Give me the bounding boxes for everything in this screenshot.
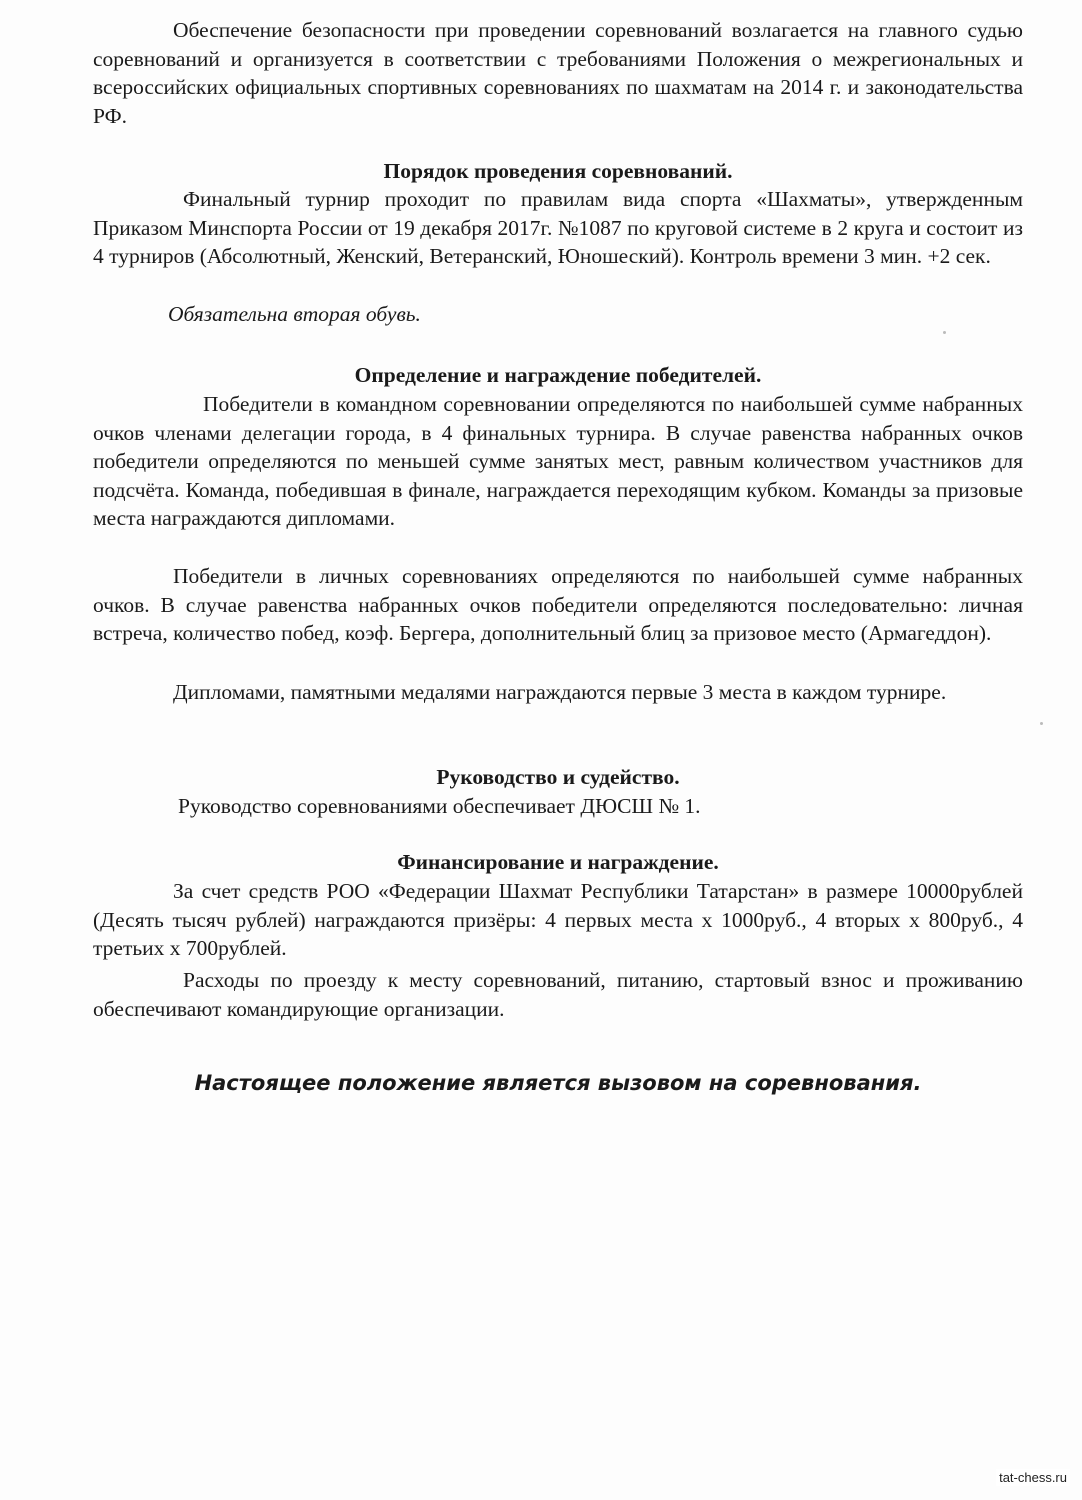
financing-heading: Финансирование и награждение. xyxy=(397,850,719,874)
winners-heading: Определение и награждение победителей. xyxy=(354,363,762,387)
winners-awards-paragraph: Дипломами, памятными медалями награждаются первые 3 места в каждом турнире. xyxy=(173,680,947,704)
safety-paragraph: Обеспечение безопасности при проведении соревнований возлагается на главного судью соревнований и организуется в соответствии с требованиями Положения о межрегиональных и всероссийских официальных спортивных соревнованиях по шахматам на 2014 г. и законодательства РФ. xyxy=(93,18,1023,128)
site-watermark: tat-chess.ru xyxy=(996,1469,1070,1486)
procedure-section xyxy=(93,185,1023,271)
winners-personal-block xyxy=(93,562,1023,648)
procedure-paragraph: Финальный турнир проходит по правилам вида спорта «Шахматы», утвержденным Приказом Минспорта России от 19 декабря 2017г. №1087 по круговой системе в 2 круга и состоит из 4 турниров (Абсолютный, Женский, Ветеранский, Юношеский). Контроль времени 3 мин. +2 сек. xyxy=(93,187,1023,268)
financing-prizes-block xyxy=(93,877,1023,963)
shoes-note: Обязательна вторая обувь. xyxy=(168,302,421,326)
financing-expenses-paragraph: Расходы по проезду к месту соревнований, питанию, стартовый взнос и проживанию обеспечивают командирующие организации. xyxy=(93,968,1023,1021)
winners-personal-paragraph: Победители в личных соревнованиях определяются по наибольшей сумме набранных очков. В случае равенства набранных очков победители определяются последовательно: личная встреча, количество побед, коэф. Бергера, дополнительный блиц за призовое место (Армагеддон). xyxy=(93,564,1023,645)
winners-team-block xyxy=(93,390,1023,533)
closing-statement: Настоящее положение является вызовом на соревнования. xyxy=(194,1071,922,1095)
scan-speck xyxy=(943,331,946,334)
management-heading: Руководство и судейство. xyxy=(436,765,680,789)
financing-prizes-paragraph: За счет средств РОО «Федерации Шахмат Республики Татарстан» в размере 10000рублей (Десять тысяч рублей) награждаются призёры: 4 первых места х 1000руб., 4 вторых х 800руб., 4 третьих х 700рублей. xyxy=(93,879,1023,960)
financing-expenses-block xyxy=(93,966,1023,1023)
procedure-heading: Порядок проведения соревнований. xyxy=(383,159,733,183)
scan-speck xyxy=(1040,722,1043,725)
management-line: Руководство соревнованиями обеспечивает ДЮСШ № 1. xyxy=(178,794,701,818)
winners-awards-block xyxy=(93,678,1023,707)
safety-section xyxy=(93,16,1023,130)
winners-team-paragraph: Победители в командном соревновании определяются по наибольшей сумме набранных очков членами делегации города, в 4 финальных турнира. В случае равенства набранных очков победители определяются по меньшей сумме занятых мест, равным количеством участников для подсчёта. Команда, победившая в финале, награждается переходящим кубком. Команды за призовые места награждаются дипломами. xyxy=(93,392,1023,530)
